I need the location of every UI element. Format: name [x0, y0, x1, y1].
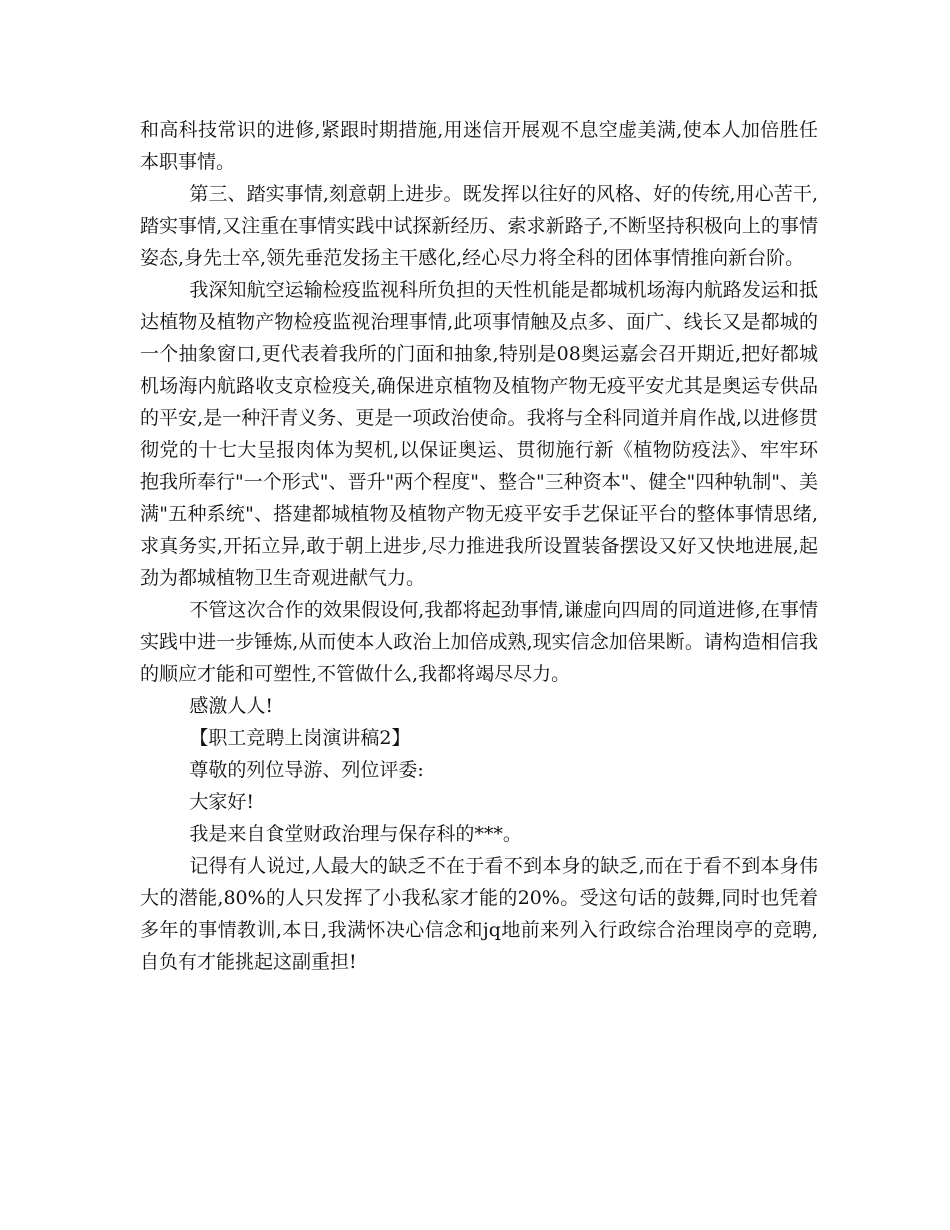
paragraph-inspection-duty: 我深知航空运输检疫监视科所负担的天性机能是都城机场海内航路发运和抵达植物及植物产物检疫监视治理事情,此项事情触及点多、面广、线长又是都城的一个抽象窗口,更代表着我所的门面和抽象,特别是08奥运嘉会召开期近,把好都城机场海内航路收支京检疫关,确保进京植物及植物产物无疫平安尤其是奥运专供品的平安,是一种汗青义务、更是一项政治使命。我将与全科同道并肩作战,以进修贯彻党的十七大呈报肉体为契机,以保证奥运、贯彻施行新《植物防疫法》、牢牢环抱我所奉行"一个形式"、晋升"两个程度"、整合"三种资本"、健全"四种轨制"、美满"五种系统"、搭建都城植物及植物产物无疫平安手艺保证平台的整体事情思绪,求真务实,开拓立异,敢于朝上进步,尽力推进我所设置装备摆设又好又快地进展,起劲为都城植物卫生奇观进献气力。 [140, 279, 818, 589]
document-body [140, 114, 818, 978]
salutation-line: 尊敬的列位导游、列位评委: [189, 759, 424, 781]
paragraph-commitment: 不管这次合作的效果假设何,我都将起劲事情,谦虚向四周的同道进修,在事情实践中进一步锤炼,从而使本人政治上加倍成熟,现实信念加倍果断。请构造相信我的顺应才能和可塑性,不管做什么,我都将竭尽尽力。 [140, 599, 818, 685]
section-heading: 【职工竞聘上岗演讲稿2】 [189, 727, 411, 749]
paragraph-potential: 记得有人说过,人最大的缺乏不在于看不到本身的缺乏,而在于看不到本身伟大的潜能,80%的人只发挥了小我私家才能的20%。受这句话的鼓舞,同时也凭着多年的事情教训,本日,我满怀决心信念和jq地前来列入行政综合治理岗亭的竞聘,自负有才能挑起这副重担! [140, 855, 818, 973]
thanks-line: 感激人人! [189, 695, 274, 717]
paragraph-continuation: 和高科技常识的进修,紧跟时期措施,用迷信开展观不息空虚美满,使本人加倍胜任本职事情。 [140, 119, 818, 173]
greeting-line: 大家好! [189, 791, 255, 813]
paragraph-third-point: 第三、踏实事情,刻意朝上进步。既发挥以往好的风格、好的传统,用心苦干,踏实事情,又注重在事情实践中试探新经历、索求新路子,不断坚持积极向上的事情姿态,身先士卒,领先垂范发扬主干感化,经心尽力将全科的团体事情推向新台阶。 [140, 183, 818, 269]
introduction-line: 我是来自食堂财政治理与保存科的***。 [189, 823, 522, 845]
